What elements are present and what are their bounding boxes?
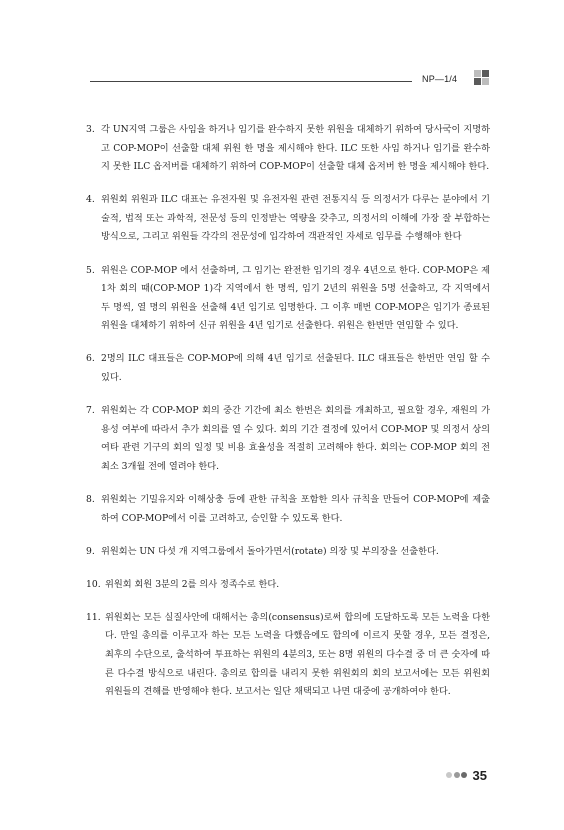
item-text: 2명의 ILC 대표들은 COP-MOP에 의해 4년 임기로 선출된다. ILC 대표들은 한번만 연임 할 수 있다. bbox=[101, 353, 490, 384]
item-text: 위원은 COP-MOP 에서 선출하며, 그 임기는 완전한 임기의 경우 4년으로 한다. COP-MOP은 제 1차 회의 때(COP-MOP 1)각 지역에서 한 명씩, 임기 2년의 위원을 5명 선출하고, 각 지역에서 두 명씩, 열 명의 위원을 선출해 4년 임기로 임명한다. 그 이후 매번 COP-MOP은 임기가 종료된 위원을 대체하기 위하여 신규 위원을 4년 임기로 선출한다. 위원은 한번만 연임할 수 있다. bbox=[101, 264, 490, 332]
item-text: 위원회 위원과 ILC 대표는 유전자원 및 유전자원 관련 전통지식 등 의정서가 다루는 분야에서 기술적, 법적 또는 과학적, 전문성 등의 인정받는 역량을 갖추고, 의정서의 이해에 가장 잘 부합하는 방식으로, 그리고 위원들 각각의 전문성에 입각하여 객관적인 자세로 임무를 수행해야 한다 bbox=[101, 194, 490, 243]
list-item bbox=[86, 350, 490, 387]
page-number: 35 bbox=[472, 767, 487, 783]
item-text: 각 UN지역 그룹은 사임을 하거나 임기를 완수하지 못한 위원을 대체하기 위하여 당사국이 지명하고 COP-MOP이 선출할 대체 위원 한 명을 제시해야 한다. ILC 또한 사임 하거나 임기를 완수하지 못한 ILC 옵저버를 대체하기 위하여 COP-MOP이 선출할 대체 옵저버 한 명을 제시해야 한다. bbox=[101, 124, 490, 173]
item-number: 4. bbox=[86, 194, 95, 206]
item-text: 위원회는 모든 실질사안에 대해서는 총의(consensus)로써 합의에 도달하도록 모든 노력을 다한다. 만일 총의를 이루고자 하는 모든 노력을 다했음에도 합의에 이르지 못할 경우, 모든 결정은, 최후의 수단으로, 출석하여 투표하는 위원의 4분의3, 또는 8명 위원의 다수결 중 더 큰 숫자에 따른 다수결 방식으로 내린다. 총의로 합의를 내리지 못한 위원회의 회의 보고서에는 모든 위원회 위원들의 견해를 반영해야 한다. 보고서는 일단 채택되고 나면 대중에 공개하여야 한다. bbox=[105, 611, 490, 698]
header-label: NP—1/4 bbox=[422, 74, 458, 84]
item-text: 위원회는 UN 다섯 개 지역그룹에서 돌아가면서(rotate) 의장 및 부의장을 선출한다. bbox=[101, 545, 439, 557]
page-header bbox=[90, 70, 490, 90]
item-number: 3. bbox=[86, 124, 95, 135]
list-item bbox=[86, 121, 490, 177]
page-footer bbox=[446, 765, 487, 785]
list-item bbox=[86, 609, 490, 702]
item-text: 위원회 회원 3분의 2를 의사 정족수로 한다. bbox=[105, 578, 280, 590]
item-number: 7. bbox=[86, 405, 95, 417]
decorative-dots-icon bbox=[446, 772, 469, 778]
header-rule bbox=[90, 81, 412, 82]
list-item bbox=[86, 543, 490, 562]
item-number: 5. bbox=[86, 264, 95, 276]
checker-square-icon bbox=[474, 70, 490, 86]
item-number: 6. bbox=[86, 353, 95, 365]
item-number: 10. bbox=[86, 578, 101, 590]
item-text: 위원회는 각 COP-MOP 회의 중간 기간에 최소 한번은 회의를 개최하고, 필요할 경우, 재원의 가용성 여부에 따라서 추가 회의를 열 수 있다. 회의 기간 결정에 있어서 COP-MOP 및 의정서 상의 여타 관련 기구의 회의 일정 및 비용 효율성을 적절히 고려해야 한다. 회의는 COP-MOP 회의 전 최소 3개월 전에 열려야 한다. bbox=[101, 405, 490, 472]
list-item bbox=[86, 576, 490, 595]
document-body bbox=[86, 121, 490, 716]
list-item bbox=[86, 262, 490, 336]
item-text: 위원회는 기밀유지와 이해상충 등에 관한 규칙을 포함한 의사 규칙을 만들어 COP-MOP에 제출하여 COP-MOP에서 이를 고려하고, 승인할 수 있도록 한다. bbox=[101, 494, 490, 524]
list-item bbox=[86, 491, 490, 528]
item-number: 9. bbox=[86, 545, 95, 557]
list-item bbox=[86, 402, 490, 476]
item-number: 11. bbox=[86, 611, 101, 623]
dot-icon bbox=[446, 772, 452, 778]
list-item bbox=[86, 191, 490, 247]
dot-icon bbox=[454, 772, 460, 778]
item-number: 8. bbox=[86, 494, 95, 505]
dot-icon bbox=[461, 772, 467, 778]
